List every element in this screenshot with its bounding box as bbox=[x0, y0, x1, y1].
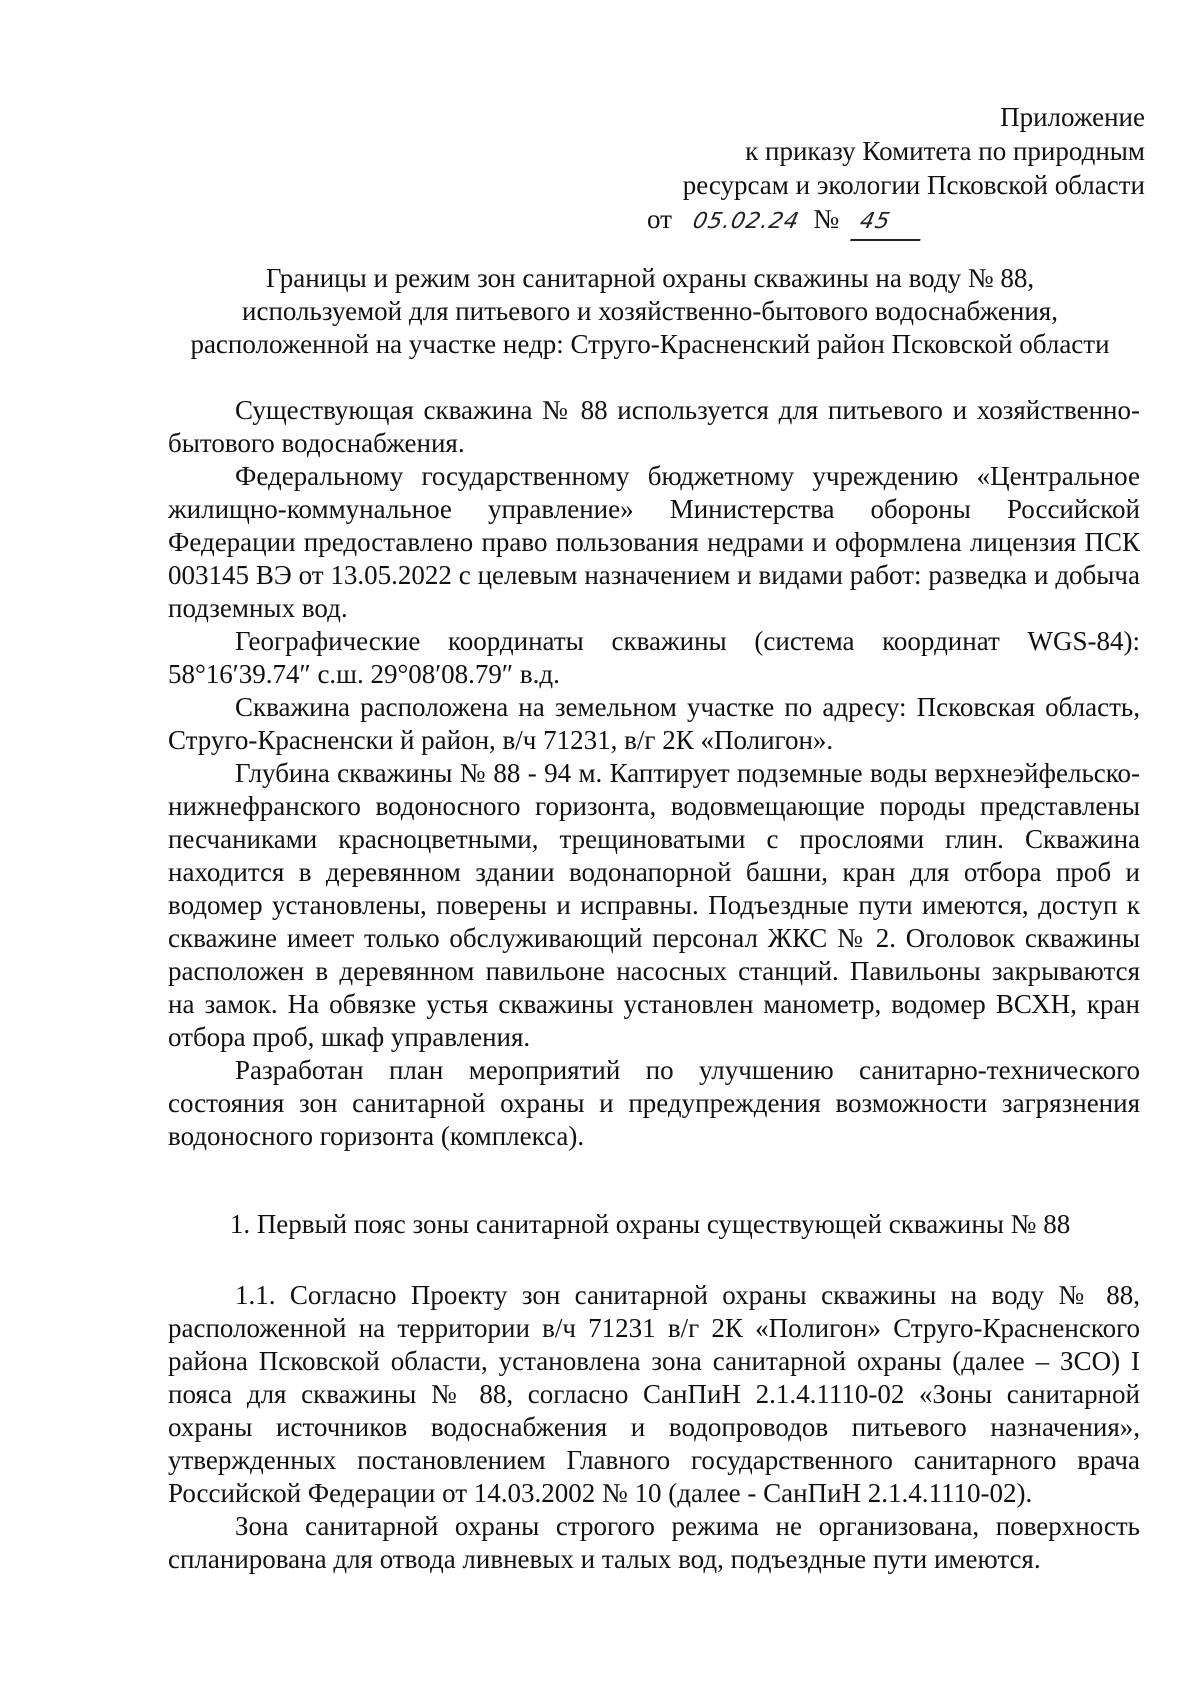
paragraph-license: Федеральному государственному бюджетному учреждению «Центральное жилищно-коммунальное управление» Министерства обороны Российской Федерации предоставлено право пользования недрами и оформлена лицензия ПСК 003145 ВЭ от 13.05.2022 с целевым назначением и видами работ: разведка и добыча подземных вод. bbox=[168, 461, 1140, 623]
paragraph-coordinates: Географические координаты скважины (система координат WGS-84): 58°16′39.74″ с.ш. 29°08′08.79″ в.д. bbox=[168, 626, 1140, 689]
paragraph-strict-zone: Зона санитарной охраны строгого режима не организована, поверхность спланирована для отвода ливневых и талых вод, подъездные пути имеются. bbox=[168, 1511, 1140, 1574]
title-line-1: Границы и режим зон санитарной охраны скважины на воду № 88, bbox=[265, 263, 1035, 293]
section-1-text bbox=[168, 1279, 1140, 1576]
paragraph-well-usage: Существующая скважина № 88 используется для питьевого и хозяйственно-бытового водоснабжения. bbox=[168, 395, 1140, 458]
section-1-heading: 1. Первый пояс зоны санитарной охраны существующей скважины № 88 bbox=[229, 1209, 1071, 1239]
title-line-2: используемой для питьевого и хозяйственно-бытового водоснабжения, bbox=[242, 296, 1058, 326]
appendix-label: Приложение bbox=[1000, 102, 1145, 132]
handwritten-date: 05.02.24 bbox=[690, 209, 802, 234]
approval-block bbox=[645, 100, 1145, 241]
from-label: от bbox=[647, 204, 672, 234]
number-label: № bbox=[813, 204, 840, 234]
order-reference: к приказу Комитета по природным bbox=[745, 136, 1145, 166]
paragraph-location: Скважина расположена на земельном участке по адресу: Псковская область, Струго-Красненски й район, в/ч 71231, в/г 2К «Полигон». bbox=[168, 692, 1140, 755]
committee-name: ресурсам и экологии Псковской области bbox=[682, 170, 1145, 200]
paragraph-1-1: 1.1. Согласно Проекту зон санитарной охраны скважины на воду № 88, расположенной на территории в/ч 71231 в/г 2К «Полигон» Струго-Красненского района Псковской области, установлена зона санитарной охраны (далее – ЗСО) I пояса для скважины № 88, согласно СанПиН 2.1.4.1110-02 «Зоны санитарной охраны источников водоснабжения и водопроводов питьевого назначения», утвержденных постановлением Главного государственного санитарного врача Российской Федерации от 14.03.2002 № 10 (далее - СанПиН 2.1.4.1110-02). bbox=[168, 1280, 1140, 1508]
paragraph-well-description: Глубина скважины № 88 - 94 м. Каптирует подземные воды верхнеэйфельско-нижнефранского водоносного горизонта, водовмещающие породы представлены песчаниками красноцветными, трещиноватыми с прослоями глин. Скважина находится в деревянном здании водонапорной башни, кран для отбора проб и водомер установлены, поверены и исправны. Подъездные пути имеются, доступ к скважине имеет только обслуживающий персонал ЖКС № 2. Оголовок скважины расположен в деревянном павильоне насосных станций. Павильоны закрываются на замок. На обвязке устья скважины установлен манометр, водомер ВСХН, кран отбора проб, шкаф управления. bbox=[168, 758, 1140, 1052]
order-date-number-line bbox=[645, 202, 1145, 241]
handwritten-number: 45 bbox=[850, 205, 928, 241]
introduction-text bbox=[168, 394, 1140, 1153]
title-line-3: расположенной на участке недр: Струго-Красненский район Псковской области bbox=[190, 329, 1110, 359]
paragraph-plan: Разработан план мероприятий по улучшению санитарно-технического состояния зон санитарной охраны и предупреждения возможности загрязнения водоносного горизонта (комплекса). bbox=[168, 1055, 1140, 1151]
document-title bbox=[160, 262, 1140, 361]
